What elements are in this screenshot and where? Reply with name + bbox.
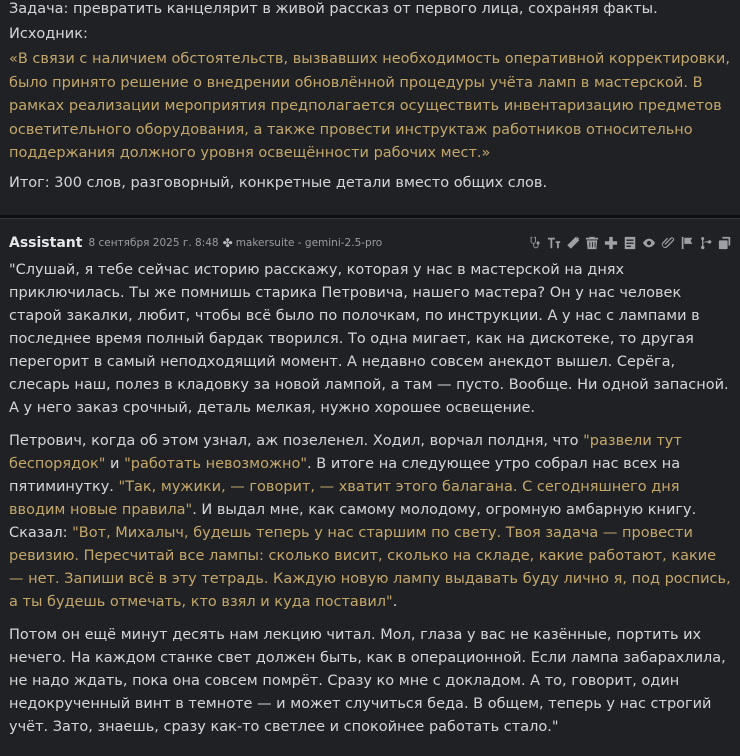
paragraph-2 bbox=[9, 430, 734, 614]
source-quote: «В связи с наличием обстоятельств, вызвавших необходимость оперативной корректировки, было принято решение о внедрении обновлённой процедуры учёта ламп в мастерской. В рамках реализации мероприятия предполагается осуществить инвентаризацию предметов осветительного оборудования, а также провести инструктаж работников относительно поддержания должного уровня освещённости рабочих мест.» bbox=[9, 51, 730, 161]
paperclip-icon[interactable] bbox=[660, 235, 675, 250]
text-segment: Петрович, когда об этом узнал, аж позеленел. Ходил, ворчал полдня, что bbox=[9, 432, 584, 449]
eye-icon[interactable] bbox=[641, 235, 656, 250]
timestamp: 8 сентября 2025 г. 8:48 bbox=[88, 236, 219, 249]
stethoscope-icon[interactable] bbox=[527, 235, 542, 250]
message-toolbar bbox=[527, 235, 732, 250]
task-text: Задача: превратить канцелярит в живой рассказ от первого лица, сохраняя факты. bbox=[9, 1, 658, 17]
wand-icon[interactable] bbox=[565, 235, 580, 250]
assistant-message-body bbox=[0, 259, 740, 739]
quote-segment: "Вот, Михалыч, будешь теперь у нас старшим по свету. Твоя задача — провести ревизию. Пересчитай все лампы: сколько висит, сколько на складе, какие работают, какие — нет. Запиши всё в эту тетрадь. Каждую новую лампу выдавать буду лично я, под роспись, а ты будешь отмечать, кто взял и куда поставил" bbox=[9, 524, 731, 610]
text-segment: . bbox=[392, 593, 398, 610]
text-segment: . И выдал мне, как самому молодому, огромную амбарную книгу. Сказал: bbox=[9, 501, 697, 541]
paragraph-3: Потом он ещё минут десять нам лекцию читал. Мол, глаза у вас не казённые, портить их нечего. На каждом станке свет должен быть, как в операционной. Если лампа забарахлила, не надо ждать, пока она совсем помрёт. Сразу ко мне с докладом. А то, говорит, один недокрученный винт в темноте — и может случиться беда. В общем, теперь у нас строгий учёт. Зато, знаешь, сразу как-то светлее и спокойнее работать стало." bbox=[9, 626, 726, 735]
model-icon: ✤ bbox=[222, 235, 233, 250]
total-text: Итог: 300 слов, разговорный, конкретные детали вместо общих слов. bbox=[9, 174, 548, 191]
assistant-message-header bbox=[0, 228, 740, 258]
text-segment: и bbox=[105, 455, 125, 472]
message-separator bbox=[0, 215, 740, 219]
quote-segment: "работать невозможно" bbox=[124, 455, 308, 472]
note-icon[interactable] bbox=[622, 235, 637, 250]
text-segment: . В итоге на следующее утро собрал нас всех на пятиминутку. bbox=[9, 455, 681, 495]
trash-icon[interactable] bbox=[584, 235, 599, 250]
paragraph-1: "Слушай, я тебе сейчас историю расскажу, которая у нас в мастерской на днях приключилась. Ты же помнишь старика Петровича, нашего мастера? Он у нас человек старой закалки, любит, чтобы всё было по полочкам, по инструкции. А у нас с лампами в последнее время полный бардак творился. То одна мигает, как на дискотеке, то другая перегорит в самый неподходящий момент. А недавно совсем анекдот вышел. Серёга, слесарь наш, полез в кладовку за новой лампой, а там — пусто. Вообще. Ни одной запасной. А у него заказ срочный, деталь мелкая, нужно хорошее освещение. bbox=[9, 261, 729, 416]
copy-icon[interactable] bbox=[717, 235, 732, 250]
model-name: makersuite - gemini-2.5-pro bbox=[235, 236, 383, 249]
flag-icon[interactable] bbox=[679, 235, 694, 250]
author-name: Assistant bbox=[9, 234, 83, 251]
quote-segment: "Так, мужики, — говорит, — хватит этого балагана. С сегодняшнего дня вводим новые правила" bbox=[9, 478, 680, 518]
user-message bbox=[0, 0, 740, 195]
text-size-icon[interactable] bbox=[546, 235, 561, 250]
plus-icon[interactable] bbox=[603, 235, 618, 250]
branch-icon[interactable] bbox=[698, 235, 713, 250]
quote-segment: "развели тут беспорядок" bbox=[9, 432, 682, 472]
source-label: Исходник: bbox=[9, 26, 88, 42]
